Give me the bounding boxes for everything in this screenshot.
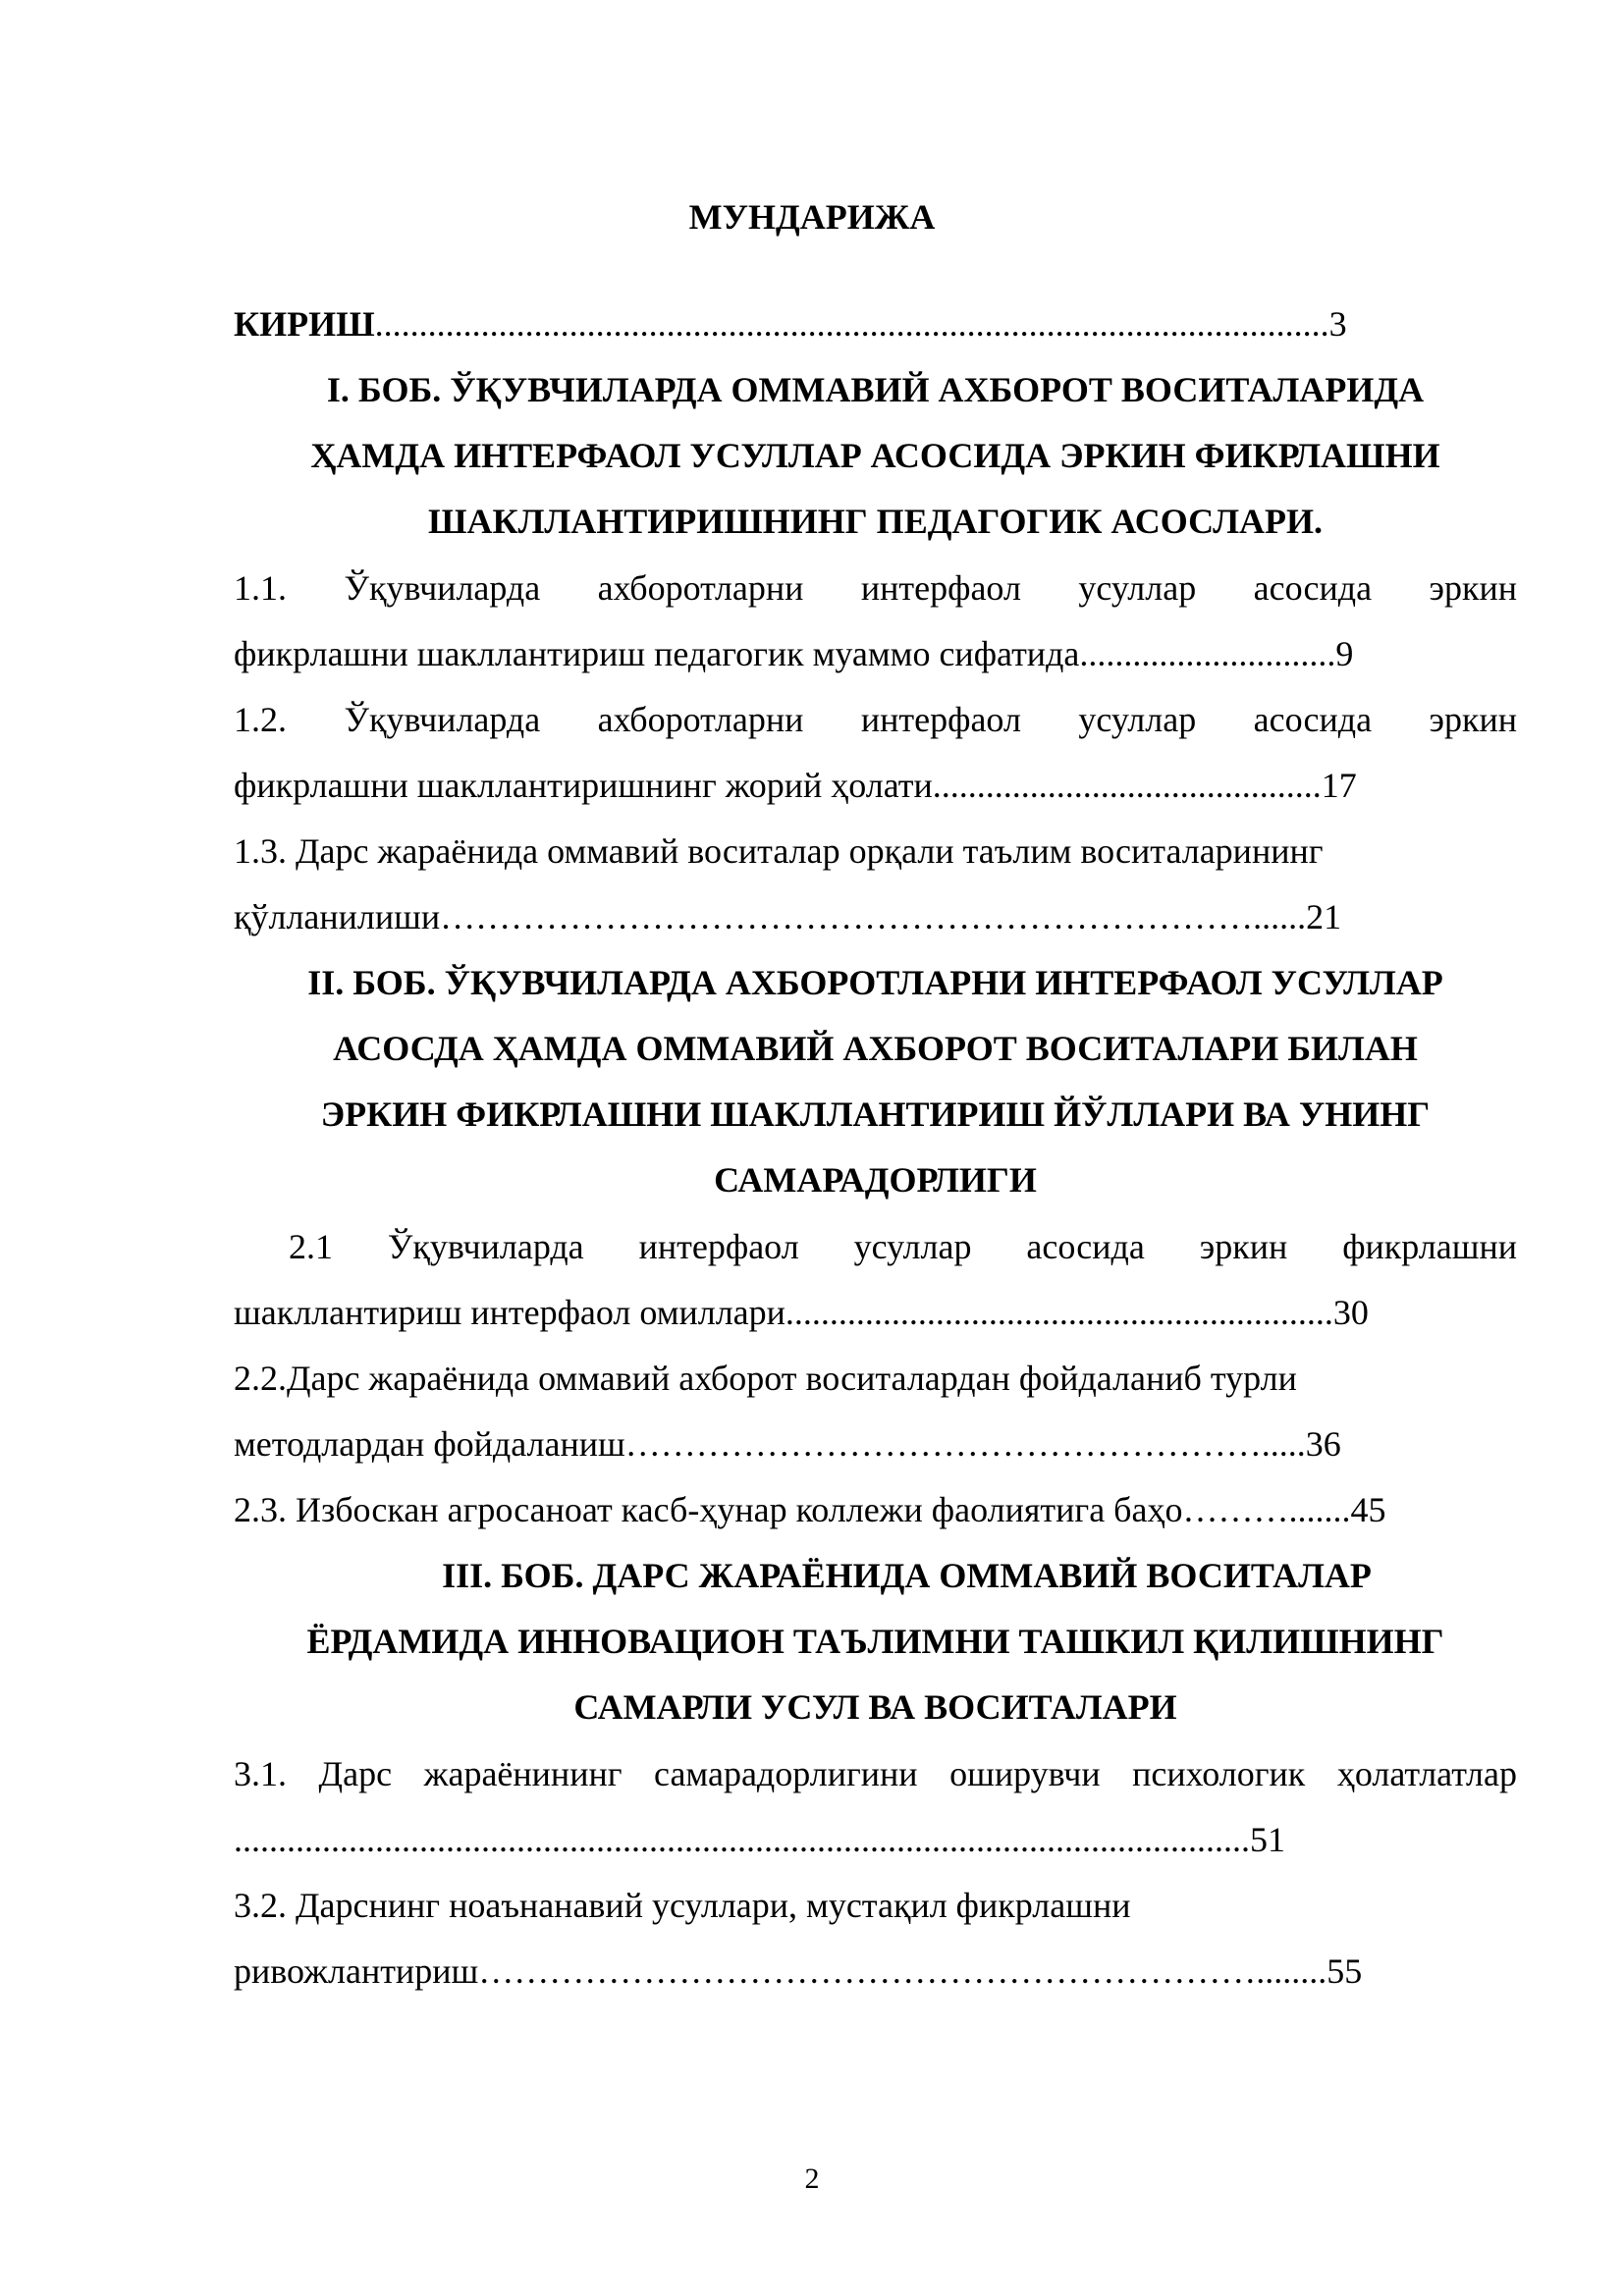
chapter1-heading-line: ШАКЛЛАНТИРИШНИНГ ПЕДАГОГИК АСОСЛАРИ. — [427, 502, 1324, 541]
chapter3-heading-line: САМАРЛИ УСУЛ ВА ВОСИТАЛАРИ — [573, 1687, 1177, 1727]
chapter2-heading-line: ЭРКИН ФИКРЛАШНИ ШАКЛЛАНТИРИШ ЙЎЛЛАРИ ВА УНИНГ — [320, 1095, 1431, 1134]
toc-item-3-2-cont: ривожлантириш…………………………………………………………........55 — [234, 1951, 1363, 1991]
toc-item-1-2-cont: фикрлашни шакллантиришнинг жорий ҳолати............................................17 — [234, 766, 1357, 805]
chapter3-heading-line: ЁРДАМИДА ИННОВАЦИОН ТАЪЛИМНИ ТАШКИЛ ҚИЛИШНИНГ — [306, 1622, 1444, 1661]
toc-item-1-3: 1.3. Дарс жараёнида оммавий воситалар орқали таълим воситаларининг — [234, 831, 1324, 871]
toc-intro-label: КИРИШ — [234, 304, 375, 344]
chapter2-heading-line: II. БОБ. ЎҚУВЧИЛАРДА АХБОРОТЛАРНИ ИНТЕРФАОЛ УСУЛЛАР — [307, 963, 1443, 1002]
toc-item-3-2: 3.2. Дарснинг ноаънанавий усуллари, мустақил фикрлашни — [234, 1886, 1131, 1925]
page-title: МУНДАРИЖА — [688, 197, 936, 237]
chapter1-heading-line: ҲАМДА ИНТЕРФАОЛ УСУЛЛАР АСОСИДА ЭРКИН ФИКРЛАШНИ — [310, 436, 1440, 475]
chapter1-heading-line: I. БОБ. ЎҚУВЧИЛАРДА ОММАВИЙ АХБОРОТ ВОСИТАЛАРИДА — [326, 370, 1425, 409]
toc-intro — [234, 292, 1517, 356]
toc-item-3-1: 3.1. Дарс жараёнининг самарадорлигини оширувчи психологик ҳолатлатлар — [234, 1754, 1517, 1793]
toc-item-2-2: 2.2.Дарс жараёнида оммавий ахборот воситалардан фойдаланиб турли — [234, 1359, 1297, 1398]
toc-item-1-1: 1.1. Ўқувчиларда ахборотларни интерфаол усуллар асосида эркин — [234, 568, 1517, 608]
toc-item-1-3-cont: қўлланилиши……………………………………………………………......21 — [234, 897, 1342, 936]
toc-item-2-1: 2.1 Ўқувчиларда интерфаол усуллар асосида эркин фикрлашни — [234, 1227, 1517, 1266]
toc-item-2-3: 2.3. Избоскан агросаноат касб-ҳунар коллежи фаолиятига баҳо……….......45 — [234, 1490, 1386, 1529]
toc-item-2-2-cont: методлардан фойдаланиш……………………………………………….....36 — [234, 1424, 1341, 1464]
toc-intro-page: 3 — [1328, 304, 1347, 344]
toc-item-3-1-cont: ...................................................................................................................51 — [234, 1820, 1285, 1859]
chapter3-heading-line: III. БОБ. ДАРС ЖАРАЁНИДА ОММАВИЙ ВОСИТАЛАР — [442, 1556, 1372, 1595]
page-number: 2 — [804, 2163, 820, 2195]
chapter2-heading-line: АСОСДА ҲАМДА ОММАВИЙ АХБОРОТ ВОСИТАЛАРИ БИЛАН — [333, 1029, 1418, 1068]
toc-item-1-1-cont: фикрлашни шакллантириш педагогик муаммо сифатида.............................9 — [234, 634, 1354, 673]
toc-item-2-1-cont: шакллантириш интерфаол омиллари..............................................................30 — [234, 1293, 1369, 1332]
toc-item-1-2: 1.2. Ўқувчиларда ахборотларни интерфаол усуллар асосида эркин — [234, 700, 1517, 739]
toc-intro-leader: ............................................................................................................ — [374, 304, 1329, 344]
chapter2-heading-line: САМАРАДОРЛИГИ — [714, 1160, 1037, 1200]
